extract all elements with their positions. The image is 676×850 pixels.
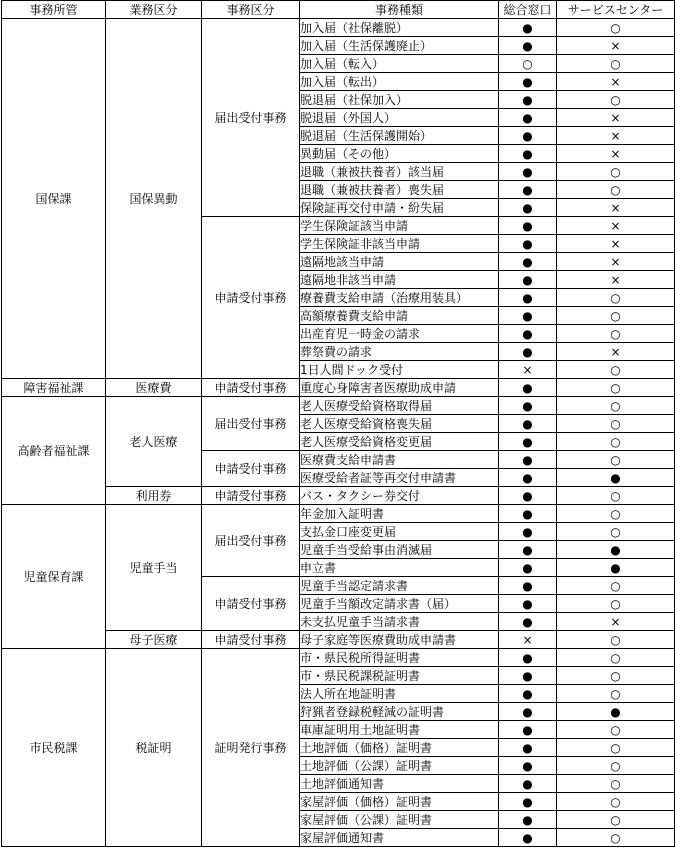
service-availability-table (1, 0, 675, 847)
kind-cell: 老人医療受給資格変更届 (300, 433, 499, 451)
kind-cell: 医療費支給申請書 (300, 451, 499, 469)
service-center-mark: ○ (557, 289, 675, 307)
header-office: 事務所管 (2, 1, 106, 19)
service-center-mark: ○ (557, 523, 675, 541)
service-center-mark: ○ (557, 325, 675, 343)
service-center-mark: ○ (557, 181, 675, 199)
kind-cell: 重度心身障害者医療助成申請 (300, 379, 499, 397)
service-center-mark: ● (557, 559, 675, 577)
service-center-mark: ○ (557, 739, 675, 757)
header-service-center: サービスセンター (557, 1, 675, 19)
general-counter-mark: ● (499, 523, 557, 541)
kind-cell: 母子家庭等医療費助成申請書 (300, 631, 499, 649)
general-counter-mark: ● (499, 469, 557, 487)
service-center-mark: ○ (557, 685, 675, 703)
kind-cell: 学生保険証該当申請 (300, 217, 499, 235)
kind-cell: バス・タクシー券交付 (300, 487, 499, 505)
business-cell: 税証明 (106, 649, 202, 847)
general-counter-mark: ● (499, 235, 557, 253)
general-counter-mark: ● (499, 73, 557, 91)
service-center-mark: ● (557, 469, 675, 487)
service-center-mark: ○ (557, 667, 675, 685)
kind-cell: 高額療養費支給申請 (300, 307, 499, 325)
kind-cell: 市・県民税所得証明書 (300, 649, 499, 667)
general-counter-mark: ● (499, 775, 557, 793)
service-center-mark: × (557, 199, 675, 217)
office-cell: 児童保育課 (2, 505, 106, 649)
service-center-mark: ○ (557, 361, 675, 379)
service-center-mark: ○ (557, 55, 675, 73)
kind-cell: 児童手当受給事由消滅届 (300, 541, 499, 559)
kind-cell: 出産育児一時金の請求 (300, 325, 499, 343)
table-body (2, 19, 675, 847)
general-counter-mark: ● (499, 145, 557, 163)
table-row (2, 379, 675, 397)
business-cell: 老人医療 (106, 397, 202, 487)
kind-cell: 葬祭費の請求 (300, 343, 499, 361)
header-row (2, 1, 675, 19)
kind-cell: 異動届（その他） (300, 145, 499, 163)
kind-cell: 脱退届（外国人） (300, 109, 499, 127)
category-cell: 申請受付事務 (202, 631, 300, 649)
service-center-mark: × (557, 271, 675, 289)
service-center-mark: ○ (557, 577, 675, 595)
service-center-mark: × (557, 127, 675, 145)
general-counter-mark: ● (499, 757, 557, 775)
service-center-mark: ○ (557, 91, 675, 109)
general-counter-mark: ● (499, 181, 557, 199)
service-center-mark: × (557, 253, 675, 271)
office-cell: 高齢者福祉課 (2, 397, 106, 505)
general-counter-mark: ● (499, 577, 557, 595)
kind-cell: 児童手当額改定請求書（届） (300, 595, 499, 613)
service-center-mark: × (557, 217, 675, 235)
general-counter-mark: ○ (499, 55, 557, 73)
kind-cell: 支払金口座変更届 (300, 523, 499, 541)
service-center-mark: ○ (557, 793, 675, 811)
general-counter-mark: ● (499, 415, 557, 433)
general-counter-mark: ● (499, 289, 557, 307)
business-cell: 母子医療 (106, 631, 202, 649)
general-counter-mark: ● (499, 721, 557, 739)
table-row (2, 649, 675, 667)
general-counter-mark: ● (499, 793, 557, 811)
kind-cell: 医療受給者証等再交付申請書 (300, 469, 499, 487)
kind-cell: 加入届（転出） (300, 73, 499, 91)
general-counter-mark: ● (499, 685, 557, 703)
kind-cell: 家屋評価（価格）証明書 (300, 793, 499, 811)
kind-cell: 車庫証明用土地証明書 (300, 721, 499, 739)
service-center-mark: ○ (557, 595, 675, 613)
general-counter-mark: ● (499, 163, 557, 181)
business-cell: 児童手当 (106, 505, 202, 631)
service-center-mark: ● (557, 703, 675, 721)
general-counter-mark: ● (499, 667, 557, 685)
general-counter-mark: ● (499, 343, 557, 361)
service-center-mark: ○ (557, 379, 675, 397)
general-counter-mark: ● (499, 271, 557, 289)
category-cell: 証明発行事務 (202, 649, 300, 847)
general-counter-mark: ● (499, 739, 557, 757)
kind-cell: 市・県民税課税証明書 (300, 667, 499, 685)
service-center-mark: × (557, 145, 675, 163)
kind-cell: 加入届（転入） (300, 55, 499, 73)
service-center-mark: × (557, 613, 675, 631)
category-cell: 申請受付事務 (202, 487, 300, 505)
service-center-mark: ○ (557, 505, 675, 523)
kind-cell: 学生保険証非該当申請 (300, 235, 499, 253)
service-center-mark: ○ (557, 775, 675, 793)
general-counter-mark: ● (499, 91, 557, 109)
general-counter-mark: ● (499, 307, 557, 325)
service-center-mark: ○ (557, 811, 675, 829)
general-counter-mark: ● (499, 541, 557, 559)
general-counter-mark: ● (499, 559, 557, 577)
kind-cell: 狩猟者登録税軽減の証明書 (300, 703, 499, 721)
general-counter-mark: ● (499, 451, 557, 469)
kind-cell: 保険証再交付申請・紛失届 (300, 199, 499, 217)
service-center-mark: × (557, 109, 675, 127)
header-business: 業務区分 (106, 1, 202, 19)
general-counter-mark: × (499, 361, 557, 379)
kind-cell: 遠隔地非該当申請 (300, 271, 499, 289)
general-counter-mark: ● (499, 217, 557, 235)
kind-cell: 療養費支給申請（治療用装具） (300, 289, 499, 307)
header-kind: 事務種類 (300, 1, 499, 19)
general-counter-mark: ● (499, 325, 557, 343)
service-center-mark: ○ (557, 649, 675, 667)
category-cell: 届出受付事務 (202, 505, 300, 577)
service-center-mark: × (557, 235, 675, 253)
service-center-mark: ○ (557, 451, 675, 469)
header-category: 事務区分 (202, 1, 300, 19)
service-center-mark: ○ (557, 307, 675, 325)
category-cell: 申請受付事務 (202, 379, 300, 397)
category-cell: 申請受付事務 (202, 577, 300, 631)
service-center-mark: × (557, 343, 675, 361)
general-counter-mark: ● (499, 253, 557, 271)
service-center-mark: ○ (557, 433, 675, 451)
general-counter-mark: ● (499, 703, 557, 721)
kind-cell: 加入届（社保離脱） (300, 19, 499, 37)
service-center-mark: ○ (557, 631, 675, 649)
general-counter-mark: ● (499, 19, 557, 37)
kind-cell: 老人医療受給資格喪失届 (300, 415, 499, 433)
kind-cell: 土地評価通知書 (300, 775, 499, 793)
business-cell: 医療費 (106, 379, 202, 397)
service-center-mark: ● (557, 541, 675, 559)
general-counter-mark: ● (499, 595, 557, 613)
general-counter-mark: ● (499, 487, 557, 505)
service-center-mark: × (557, 37, 675, 55)
table-row (2, 397, 675, 415)
kind-cell: 加入届（生活保護廃止） (300, 37, 499, 55)
general-counter-mark: × (499, 631, 557, 649)
kind-cell: 児童手当認定請求書 (300, 577, 499, 595)
kind-cell: 土地評価（価格）証明書 (300, 739, 499, 757)
general-counter-mark: ● (499, 109, 557, 127)
service-center-mark: ○ (557, 163, 675, 181)
kind-cell: 家屋評価通知書 (300, 829, 499, 847)
general-counter-mark: ● (499, 649, 557, 667)
service-center-mark: ○ (557, 397, 675, 415)
general-counter-mark: ● (499, 199, 557, 217)
service-center-mark: ○ (557, 415, 675, 433)
office-cell: 障害福祉課 (2, 379, 106, 397)
general-counter-mark: ● (499, 505, 557, 523)
kind-cell: 未支払児童手当請求書 (300, 613, 499, 631)
general-counter-mark: ● (499, 127, 557, 145)
office-cell: 国保課 (2, 19, 106, 379)
kind-cell: 家屋評価（公課）証明書 (300, 811, 499, 829)
service-center-mark: ○ (557, 757, 675, 775)
service-center-mark: ○ (557, 829, 675, 847)
kind-cell: 脱退届（生活保護開始） (300, 127, 499, 145)
category-cell: 申請受付事務 (202, 451, 300, 487)
general-counter-mark: ● (499, 379, 557, 397)
general-counter-mark: ● (499, 829, 557, 847)
business-cell: 国保異動 (106, 19, 202, 379)
table-row (2, 505, 675, 523)
category-cell: 届出受付事務 (202, 397, 300, 451)
kind-cell: 老人医療受給資格取得届 (300, 397, 499, 415)
kind-cell: 土地評価（公課）証明書 (300, 757, 499, 775)
kind-cell: 退職（兼被扶養者）該当届 (300, 163, 499, 181)
general-counter-mark: ● (499, 433, 557, 451)
general-counter-mark: ● (499, 811, 557, 829)
office-cell: 市民税課 (2, 649, 106, 847)
service-center-mark: ○ (557, 721, 675, 739)
service-center-mark: ○ (557, 19, 675, 37)
table-row (2, 19, 675, 37)
kind-cell: 1日人間ドック受付 (300, 361, 499, 379)
service-center-mark: × (557, 73, 675, 91)
kind-cell: 申立書 (300, 559, 499, 577)
kind-cell: 脱退届（社保加入） (300, 91, 499, 109)
service-center-mark: ○ (557, 487, 675, 505)
kind-cell: 退職（兼被扶養者）喪失届 (300, 181, 499, 199)
category-cell: 申請受付事務 (202, 217, 300, 379)
business-cell: 利用券 (106, 487, 202, 505)
kind-cell: 遠隔地該当申請 (300, 253, 499, 271)
general-counter-mark: ● (499, 397, 557, 415)
header-general-counter: 総合窓口 (499, 1, 557, 19)
general-counter-mark: ● (499, 613, 557, 631)
category-cell: 届出受付事務 (202, 19, 300, 217)
kind-cell: 法人所在地証明書 (300, 685, 499, 703)
kind-cell: 年金加入証明書 (300, 505, 499, 523)
general-counter-mark: ● (499, 37, 557, 55)
